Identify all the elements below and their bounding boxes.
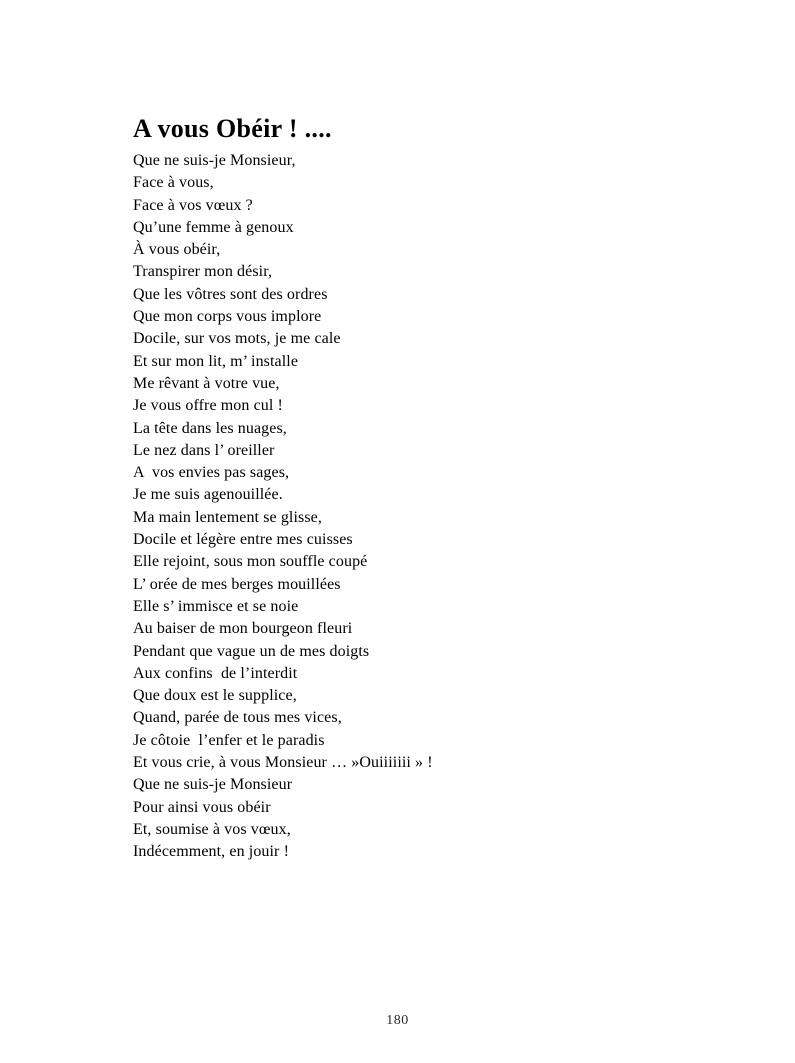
poem-line: Que mon corps vous implore — [133, 308, 322, 326]
poem-line: Et sur mon lit, m’ installe — [133, 352, 299, 370]
poem-line: Transpirer mon désir, — [133, 263, 273, 281]
poem-line: Qu’une femme à genoux — [133, 218, 294, 236]
poem-line: Docile et légère entre mes cuisses — [133, 531, 353, 549]
poem-line: Que ne suis-je Monsieur, — [133, 152, 296, 169]
poem-body — [133, 150, 433, 864]
poem-line: Et vous crie, à vous Monsieur … »Ouiiiiiii » ! — [133, 754, 433, 772]
poem-line: Je me suis agenouillée. — [133, 486, 283, 504]
poem-line: La tête dans les nuages, — [133, 419, 287, 437]
poem-line: Que doux est le supplice, — [133, 687, 297, 705]
poem-line: Que les vôtres sont des ordres — [133, 285, 328, 303]
poem-line: Je vous offre mon cul ! — [133, 397, 283, 415]
poem-line: Elle s’ immisce et se noie — [133, 597, 299, 615]
poem-line: Quand, parée de tous mes vices, — [133, 709, 342, 727]
page-number: 180 — [386, 1013, 409, 1028]
poem-line: Indécemment, en jouir ! — [133, 843, 290, 861]
poem-line: Et, soumise à vos vœux, — [133, 820, 291, 838]
poem-line: Face à vous, — [133, 174, 214, 192]
poem-line: Docile, sur vos mots, je me cale — [133, 330, 341, 348]
poem-line: Pour ainsi vous obéir — [133, 798, 271, 816]
poem-line: À vous obéir, — [133, 241, 221, 259]
poem-line: Ma main lentement se glisse, — [133, 508, 322, 526]
poem-line: Pendant que vague un de mes doigts — [133, 642, 370, 660]
poem-line: Elle rejoint, sous mon souffle coupé — [133, 553, 368, 571]
poem-line: L’ orée de mes berges mouillées — [133, 575, 341, 593]
poem-line: Face à vos vœux ? — [133, 196, 253, 214]
poem-line: Aux confins de l’interdit — [133, 664, 298, 682]
poem-title: A vous Obéir ! .... — [133, 114, 332, 144]
poem-line: A vos envies pas sages, — [133, 464, 290, 482]
poem-line: Que ne suis-je Monsieur — [133, 776, 293, 794]
poem-line: Me rêvant à votre vue, — [133, 374, 280, 392]
poem-line: Au baiser de mon bourgeon fleuri — [133, 620, 353, 638]
poem-line: Je côtoie l’enfer et le paradis — [133, 731, 325, 749]
poem-line: Le nez dans l’ oreiller — [133, 441, 275, 459]
